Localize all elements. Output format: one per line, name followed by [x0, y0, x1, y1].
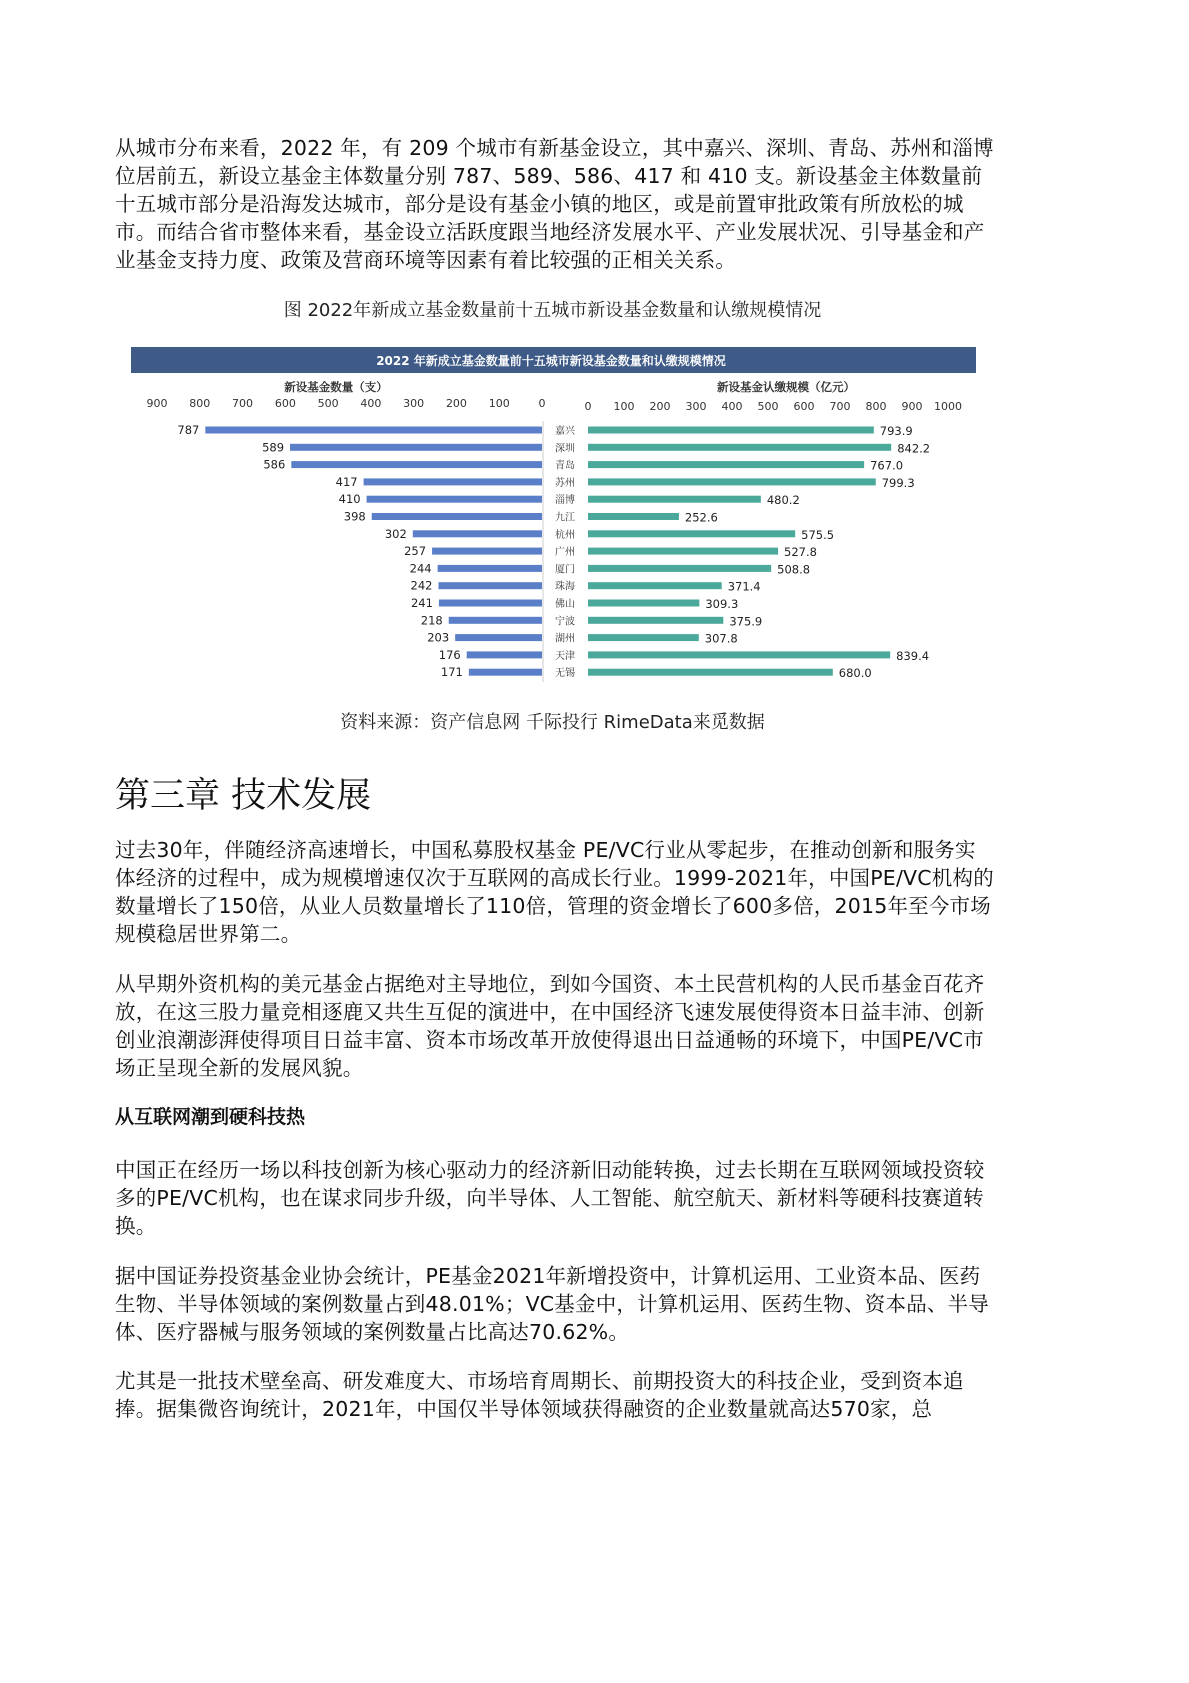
category-label: 苏州: [555, 477, 575, 489]
category-label: 嘉兴: [555, 426, 575, 437]
right-tick-label: 900: [901, 400, 923, 413]
right-bar-佛山: [588, 600, 699, 607]
left-data-label: 302: [384, 526, 407, 541]
left-tick-label: 200: [445, 397, 467, 410]
paragraph-evolution: 从早期外资机构的美元基金占据绝对主导地位，到如今国资、本土民营机构的人民币基金百花齐放，在这三股力量竞相逐鹿又共生互促的演进中，在中国经济飞速发展使得资本日益丰沛、创新创业浪潮澎湃使得项目日益丰富、资本市场改革开放使得退出日益通畅的环境下，中国PE/VC市场正呈现全新的发展风貌。: [115, 972, 985, 1080]
chart-svg: [131, 347, 976, 687]
category-label: 杭州: [555, 529, 575, 541]
left-bar-佛山: [439, 600, 542, 607]
left-data-label: 257: [404, 544, 427, 559]
left-data-label: 176: [438, 647, 461, 662]
category-label: 天津: [555, 650, 575, 662]
right-tick-label: 0: [584, 400, 592, 413]
left-data-label: 203: [427, 630, 450, 645]
right-bar-天津: [588, 651, 890, 658]
left-tick-label: 900: [146, 397, 168, 410]
right-data-label: 371.4: [727, 579, 761, 594]
left-bar-淄博: [367, 496, 542, 503]
right-tick-label: 800: [865, 400, 887, 413]
category-label: 宁波: [555, 616, 575, 628]
right-bar-湖州: [588, 634, 699, 641]
left-bar-杭州: [413, 530, 542, 537]
left-bar-深圳: [290, 444, 542, 451]
left-axis-title: 新设基金数量（支）: [284, 380, 388, 394]
left-bar-嘉兴: [205, 427, 542, 434]
right-data-label: 309.3: [705, 597, 739, 611]
right-tick-label: 500: [757, 400, 779, 413]
left-tick-label: 600: [274, 397, 296, 410]
left-tick-label: 400: [360, 397, 382, 410]
category-label: 厦门: [555, 564, 575, 576]
category-label: 广州: [555, 547, 575, 559]
right-bar-深圳: [588, 444, 891, 451]
left-data-label: 417: [335, 474, 358, 489]
left-data-label: 410: [338, 492, 361, 507]
left-tick-label: 800: [189, 397, 211, 410]
paragraph-city-distribution: 从城市分布来看，2022 年，有 209 个城市有新基金设立，其中嘉兴、深圳、青岛、苏州和淄博位居前五，新设立基金主体数量分别 787、589、586、417 和 410 支。新设基金主体数量前十五城市部分是沿海发达城市，部分是设有基金小镇的地区，或是前置审批政策有所放松的城市。而结合省市整体来看，基金设立活跃度跟当地经济发展水平、产业发展状况、引导基金和产业基金支持力度、政策及营商环境等因素有着比较强的正相关关系。: [115, 136, 994, 272]
left-bar-宁波: [449, 617, 542, 624]
left-bar-青岛: [291, 461, 542, 468]
category-label: 九江: [555, 512, 575, 524]
left-bar-珠海: [438, 582, 542, 589]
right-axis-title: 新设基金认缴规模（亿元）: [717, 380, 855, 394]
right-data-label: 575.5: [801, 527, 835, 542]
left-tick-label: 700: [232, 397, 254, 410]
category-label: 淄博: [555, 495, 575, 507]
right-data-label: 307.8: [704, 631, 738, 646]
paragraph-transition: 中国正在经历一场以科技创新为核心驱动力的经济新旧动能转换，过去长期在互联网领域投资较多的PE/VC机构，也在谋求同步升级，向半导体、人工智能、航空航天、新材料等硬科技赛道转换。: [115, 1158, 985, 1238]
right-data-label: 767.0: [870, 458, 904, 473]
right-tick-label: 600: [793, 400, 815, 413]
left-tick-label: 500: [317, 397, 339, 410]
right-bar-广州: [588, 548, 778, 555]
chart-title: 2022 年新成立基金数量前十五城市新设基金数量和认缴规模情况: [376, 354, 726, 368]
right-tick-label: 400: [721, 400, 743, 413]
right-bar-宁波: [588, 617, 723, 624]
source-note: 资料来源：资产信息网 千际投行 RimeData来觅数据: [340, 712, 765, 733]
left-bar-湖州: [455, 634, 542, 641]
right-bar-苏州: [588, 478, 876, 485]
category-label: 青岛: [555, 460, 575, 472]
figure-caption: 图 2022年新成立基金数量前十五城市新设基金数量和认缴规模情况: [283, 300, 822, 321]
right-data-label: 680.0: [838, 666, 872, 681]
left-data-label: 589: [262, 440, 285, 455]
left-data-label: 586: [263, 457, 286, 472]
left-data-label: 171: [440, 665, 463, 680]
right-bar-杭州: [588, 530, 795, 537]
left-bar-无锡: [469, 669, 542, 676]
right-data-label: 252.6: [684, 510, 718, 525]
chapter-title: 第三章 技术发展: [115, 776, 372, 816]
left-bar-九江: [372, 513, 542, 520]
left-bar-苏州: [364, 478, 542, 485]
right-tick-label: 300: [685, 400, 707, 413]
right-data-label: 508.8: [777, 562, 811, 577]
right-bar-珠海: [588, 582, 722, 589]
right-tick-label: 200: [649, 400, 671, 413]
category-label: 深圳: [555, 443, 575, 455]
right-data-label: 480.2: [766, 493, 800, 508]
left-data-label: 241: [410, 596, 433, 610]
right-tick-label: 1000: [934, 400, 962, 413]
paragraph-statistics: 据中国证券投资基金业协会统计，PE基金2021年新增投资中，计算机运用、工业资本品、医药生物、半导体领域的案例数量占到48.01%；VC基金中，计算机运用、医药生物、资本品、半导体、医疗器械与服务领域的案例数量占比高达70.62%。: [115, 1264, 990, 1344]
left-data-label: 244: [409, 561, 432, 576]
section-subheading: 从互联网潮到硬科技热: [115, 1106, 306, 1128]
right-bar-无锡: [588, 669, 833, 676]
left-data-label: 242: [410, 578, 433, 593]
left-tick-label: 0: [538, 397, 546, 410]
category-label: 无锡: [555, 668, 575, 680]
right-data-label: 527.8: [784, 545, 817, 560]
right-data-label: 842.2: [897, 441, 931, 456]
right-bar-厦门: [588, 565, 771, 572]
right-bar-淄博: [588, 496, 761, 503]
paragraph-history: 过去30年，伴随经济高速增长，中国私募股权基金 PE/VC行业从零起步，在推动创新和服务实体经济的过程中，成为规模增速仅次于互联网的高成长行业。1999-2021年，中国PE/VC机构的数量增长了150倍，从业人员数量增长了110倍，管理的资金增长了600多倍，2015年至今市场规模稳居世界第二。: [115, 838, 994, 946]
category-label: 湖州: [555, 633, 575, 645]
left-data-label: 787: [177, 423, 200, 437]
left-tick-label: 100: [488, 397, 510, 410]
bar-chart: [131, 347, 976, 687]
right-tick-label: 100: [613, 400, 635, 413]
left-tick-label: 300: [403, 397, 425, 410]
left-data-label: 218: [420, 613, 443, 628]
left-bar-广州: [432, 548, 542, 555]
category-label: 佛山: [555, 599, 575, 610]
right-bar-青岛: [588, 461, 864, 468]
left-data-label: 398: [343, 509, 366, 524]
right-data-label: 793.9: [879, 424, 913, 438]
right-bar-九江: [588, 513, 679, 520]
category-label: 珠海: [555, 581, 575, 593]
right-tick-label: 700: [829, 400, 851, 413]
right-data-label: 375.9: [729, 614, 763, 629]
paragraph-semiconductor: 尤其是一批技术壁垒高、研发难度大、市场培育周期长、前期投资大的科技企业，受到资本追捧。据集微咨询统计，2021年，中国仅半导体领域获得融资的企业数量就高达570家，总: [115, 1369, 964, 1421]
left-bar-天津: [467, 651, 542, 658]
right-bar-嘉兴: [588, 427, 874, 434]
left-bar-厦门: [438, 565, 542, 572]
right-data-label: 839.4: [896, 648, 930, 663]
right-data-label: 799.3: [881, 475, 915, 490]
